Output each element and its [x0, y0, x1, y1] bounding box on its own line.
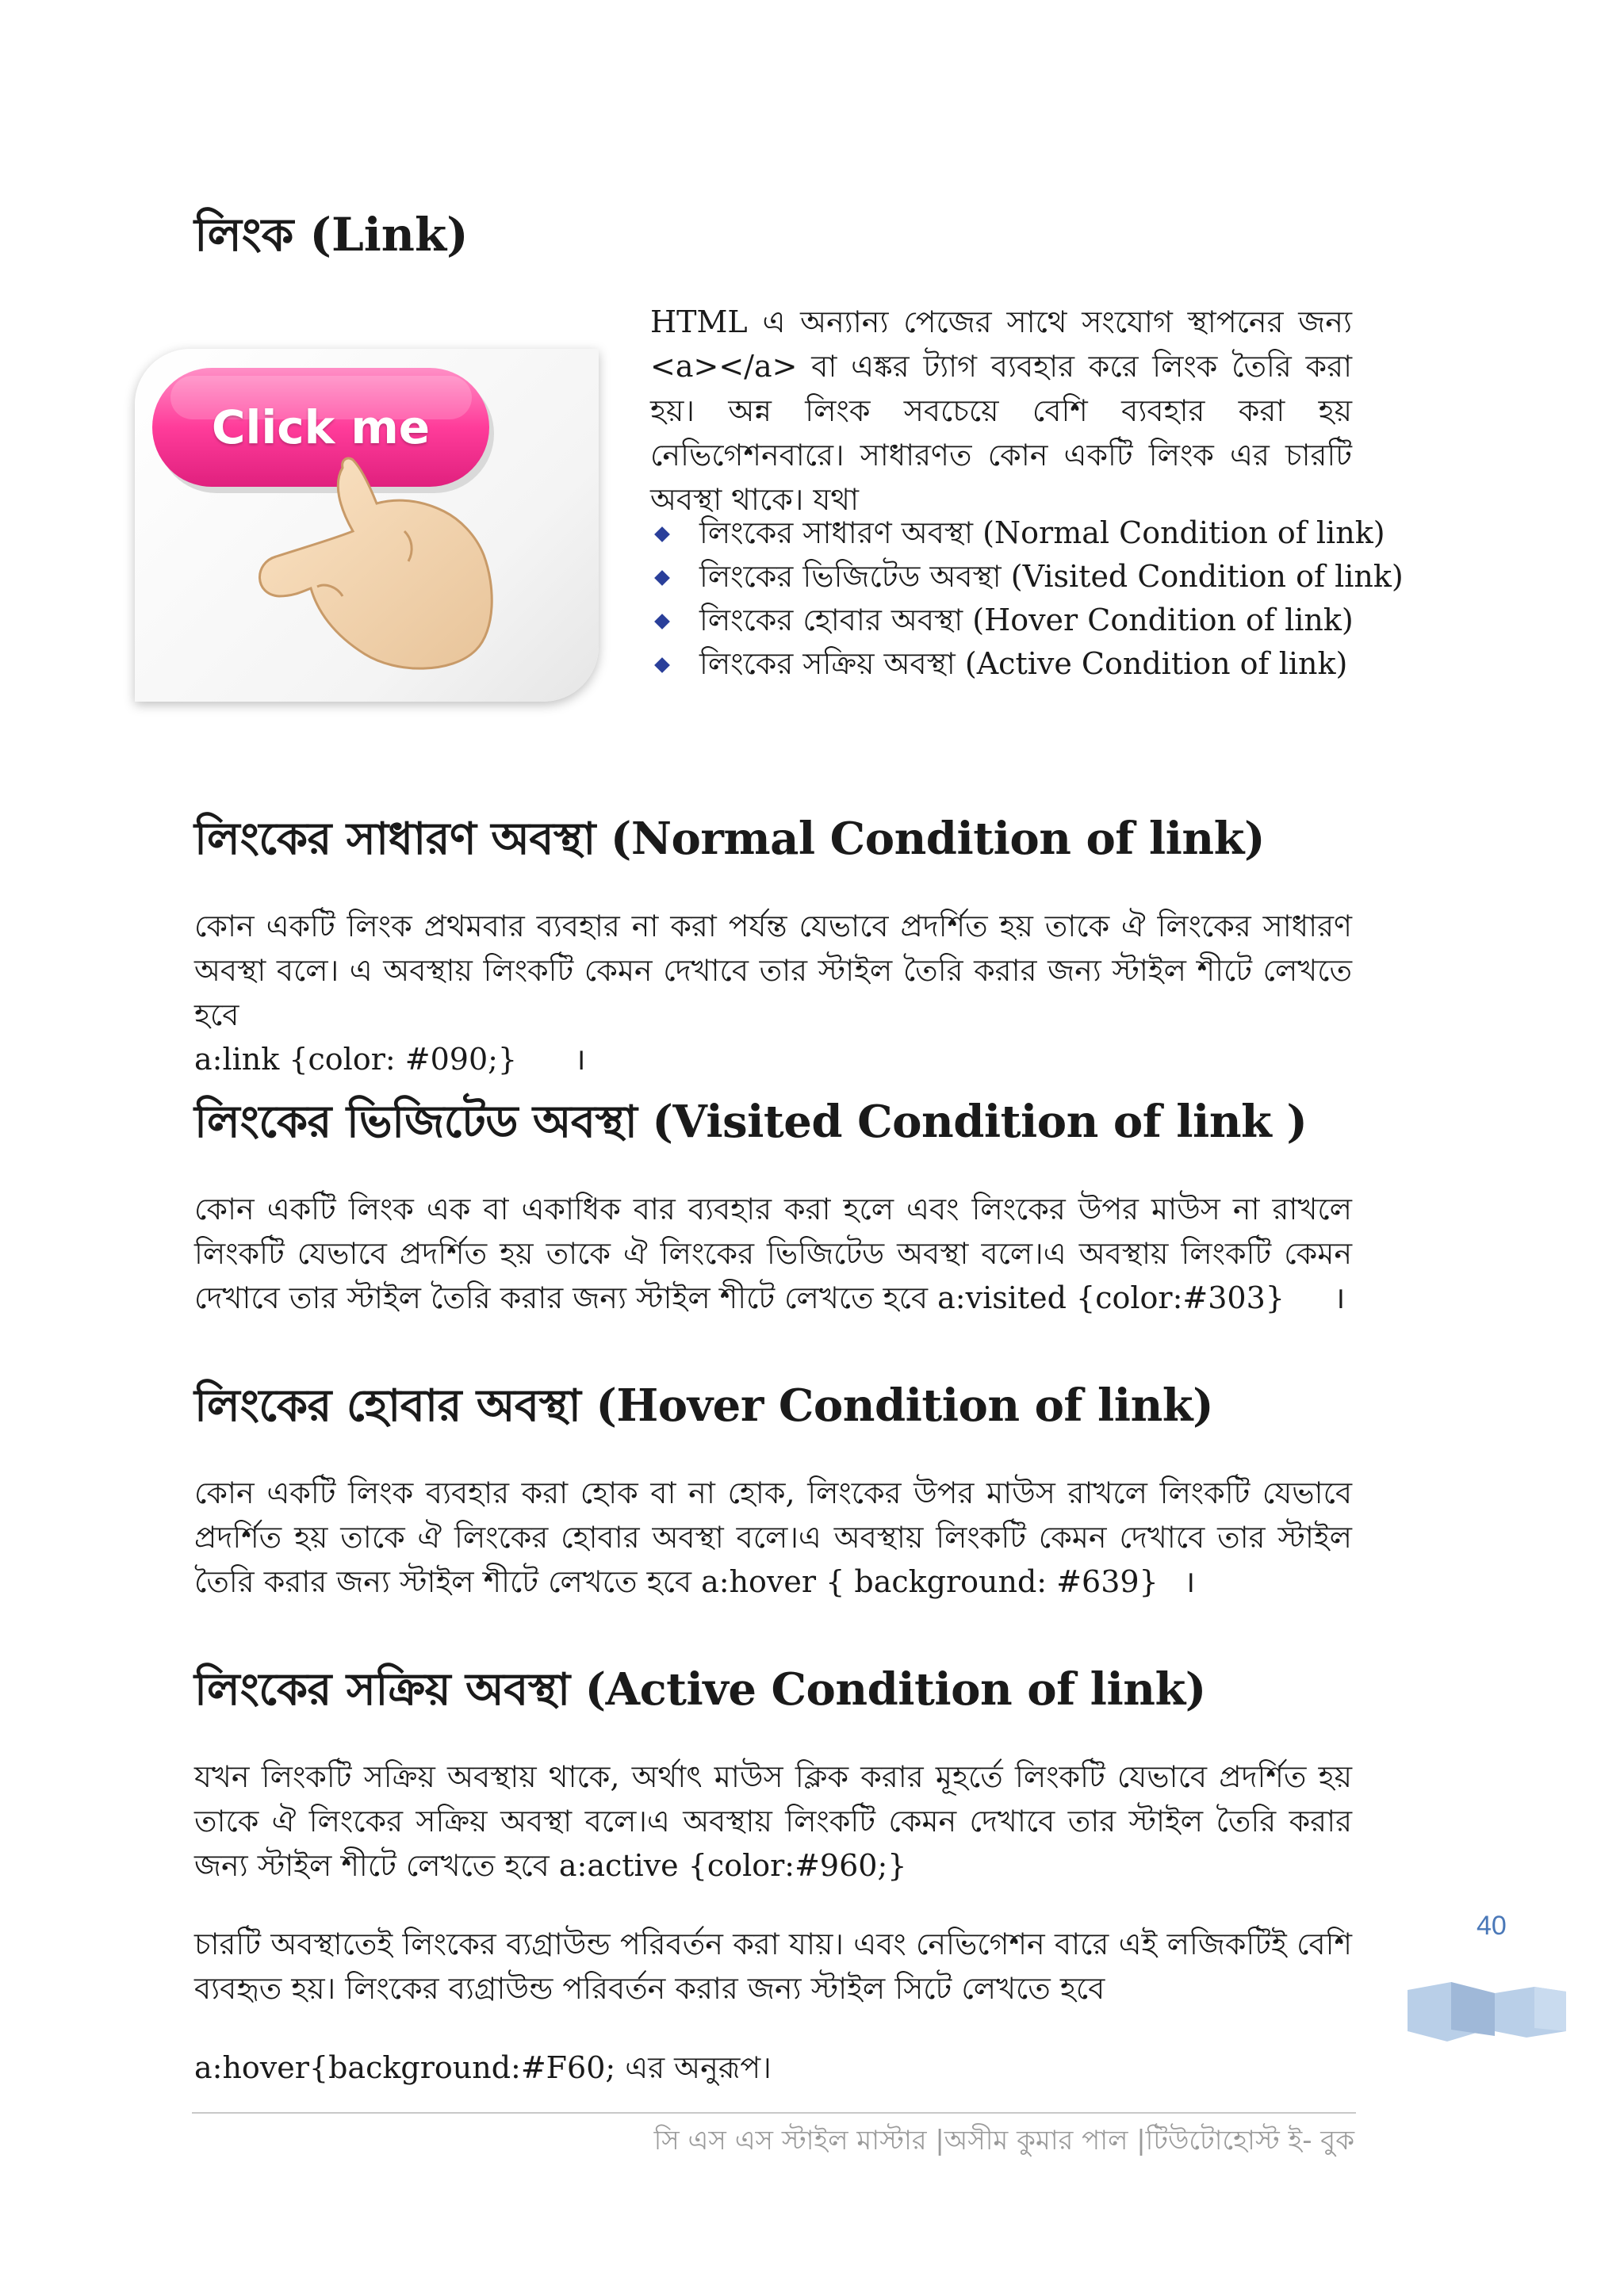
- list-item: লিংকের সক্রিয় অবস্থা (Active Condition of link): [650, 642, 1404, 686]
- section-text-hover: কোন একটি লিংক ব্যবহার করা হোক বা না হোক, লিংকের উপর মাউস রাখলে লিংকটি যেভাবে প্রদর্শিত হয় তাকে ঐ লিংকের হোবার অবস্থা বলে।এ অবস্থায় লিংকটি কেমন দেখাবে তার স্টাইল তৈরি করার জন্য স্টাইল শীটে লেখতে হবে a:hover { background: #639} ।: [194, 1475, 1352, 1599]
- page-number: 40: [1477, 1911, 1507, 1941]
- diamond-bullet-icon: [654, 526, 670, 542]
- diamond-bullet-icon: [654, 570, 670, 586]
- code-snippet: a:hover { background: #639}: [701, 1564, 1159, 1599]
- click-me-illustration: [135, 349, 599, 702]
- code-snippet: a:link {color: #090;}: [194, 1042, 518, 1077]
- closing-code-line: a:hover{background:#F60; এর অনুরূপ।: [194, 2050, 772, 2085]
- list-item: লিংকের ভিজিটেড অবস্থা (Visited Condition of link): [650, 555, 1404, 599]
- click-me-button-label: Click me: [211, 400, 431, 454]
- section-heading-hover: লিংকের হোবার অবস্থা (Hover Condition of link): [194, 1380, 1214, 1432]
- code-snippet: a:active {color:#960;}: [558, 1848, 907, 1883]
- page-title: লিংক (Link): [194, 208, 469, 262]
- diamond-bullet-icon: [654, 614, 670, 629]
- code-snippet: a:visited {color:#303}: [937, 1280, 1285, 1315]
- section-heading-active: লিংকের সক্রিয় অবস্থা (Active Condition of link): [194, 1663, 1206, 1716]
- intro-paragraph: HTML এ অন্যান্য পেজের সাথে সংযোগ স্থাপনের জন্য <a></a> বা এঙ্কর ট্যাগ ব্যবহার করে লিংক তৈরি করা হয়। অন্ন লিংক সবচেয়ে বেশি ব্যবহার করা হয় নেভিগেশনবারে। সাধারণত কোন একটি লিংক এর চারটি অবস্থা থাকে। যথা: [650, 304, 1352, 517]
- page-ribbon-icon: [1408, 1982, 1566, 2042]
- closing-paragraph: চারটি অবস্থাতেই লিংকের ব্যগ্রাউন্ড পরিবর্তন করা যায়। এবং নেভিগেশন বারে এই লজিকটিই বেশি ব্যবহৃত হয়। লিংকের ব্যগ্রাউন্ড পরিবর্তন করার জন্য স্টাইল সিটে লেখতে হবে: [194, 1927, 1352, 2006]
- section-text-normal: কোন একটি লিংক প্রথমবার ব্যবহার না করা পর্যন্ত যেভাবে প্রদর্শিত হয় তাকে ঐ লিংকের সাধারণ অবস্থা বলে। এ অবস্থায় লিংকটি কেমন দেখাবে তার স্টাইল তৈরি করার জন্য স্টাইল শীটে লেখতে হবে a:link {color: #090;} ।: [194, 909, 1352, 1077]
- list-item: লিংকের হোবার অবস্থা (Hover Condition of link): [650, 599, 1404, 642]
- section-text-visited: কোন একটি লিংক এক বা একাধিক বার ব্যবহার করা হলে এবং লিংকের উপর মাউস না রাখলে লিংকটি যেভাবে প্রদর্শিত হয় তাকে ঐ লিংকের ভিজিটেড অবস্থা বলে।এ অবস্থায় লিংকটি কেমন দেখাবে তার স্টাইল তৈরি করার জন্য স্টাইল শীটে লেখতে হবে a:visited {color:#303} ।: [194, 1192, 1352, 1315]
- footer-divider: [192, 2112, 1356, 2114]
- code-snippet: a:hover{background:#F60;: [194, 2050, 616, 2085]
- section-text-active: যখন লিংকটি সক্রিয় অবস্থায় থাকে, অর্থাৎ মাউস ক্লিক করার মূহর্তে লিংকটি যেভাবে প্রদর্শিত হয় তাকে ঐ লিংকের সক্রিয় অবস্থা বলে।এ অবস্থায় লিংকটি কেমন দেখাবে তার স্টাইল তৈরি করার জন্য স্টাইল শীটে লেখতে হবে a:active {color:#960;}: [194, 1759, 1352, 1883]
- list-item: লিংকের সাধারণ অবস্থা (Normal Condition of link): [650, 511, 1404, 555]
- link-states-list: [650, 511, 1404, 686]
- diamond-bullet-icon: [654, 657, 670, 673]
- section-heading-normal: লিংকের সাধারণ অবস্থা (Normal Condition of link): [194, 813, 1265, 865]
- section-heading-visited: লিংকের ভিজিটেড অবস্থা (Visited Condition of link ): [194, 1096, 1308, 1148]
- footer-text: সি এস এস স্টাইল মাস্টার |অসীম কুমার পাল |টিউটোহোস্ট ই- বুক: [653, 2125, 1354, 2156]
